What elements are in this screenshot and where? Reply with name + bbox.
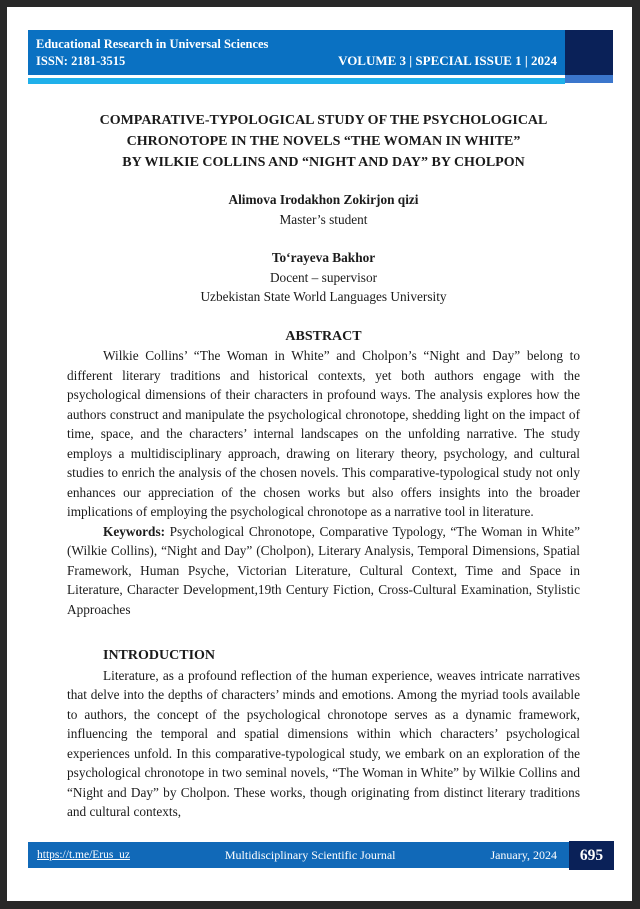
author-role: Master’s student [279, 211, 368, 227]
footer-telegram-link[interactable]: https://t.me/Erus_uz [37, 849, 130, 861]
article-content [67, 110, 580, 822]
keywords-label: Keywords: [103, 523, 166, 539]
journal-footer-bar [28, 842, 569, 868]
article-title-line: COMPARATIVE-TYPOLOGICAL STUDY OF THE PSYCHOLOGICAL [99, 113, 548, 128]
footer-journal-type: Multidisciplinary Scientific Journal [224, 847, 396, 862]
author-name: Alimova Irodakhon Zokirjon qizi [228, 192, 419, 207]
article-title-line: BY WILKIE COLLINS AND “NIGHT AND DAY” BY CHOLPON [122, 155, 525, 170]
author-affiliation: Uzbekistan State World Languages University [200, 289, 447, 304]
keywords-paragraph [67, 522, 580, 620]
keywords-text: Psychological Chronotope, Comparative Typology, “The Woman in White” (Wilkie Collins), “Night and Day” (Cholpon), Literary Analysis, Temporal Dimensions, Spatial Framework, Human Psyche, Victorian Literature, Cultural Context, Time and Space in Literature, Character Development,19th Century Fiction, Cross-Cultural Examination, Stylistic Approaches [67, 523, 580, 617]
footer-page-number: 695 [569, 841, 614, 870]
journal-issn: ISSN: 2181-3515 [36, 54, 126, 68]
author-role: Docent – supervisor [269, 269, 378, 285]
journal-header-bar [28, 30, 565, 75]
authors-block [67, 190, 580, 307]
footer-date: January, 2024 [490, 847, 557, 862]
author-group [67, 248, 580, 307]
header-navy-square [565, 30, 613, 75]
header-navy-strip [565, 75, 613, 83]
abstract-paragraph: Wilkie Collins’ “The Woman in White” and Cholpon’s “Night and Day” belong to different literary traditions and historical contexts, yet both authors engage with the psychological dimensions of their characters in profound ways. The analysis explores how the authors construct and manipulate the psychological chronotope, shedding light on the impact of time, space, and the characters’ internal landscapes on the unfolding narrative. The study employs a multidisciplinary approach, drawing on literary theory, psychology, and cultural studies to enrich the analysis of the chosen novels. This comparative-typological study not only enhances our appreciation of the chosen works but also offers insights into the broader implications of employing the psychological chronotope as a narrative tool in literature. [67, 348, 580, 519]
journal-page [7, 7, 632, 901]
author-name: To‘rayeva Bakhor [271, 250, 376, 265]
article-title-line: CHRONOTOPE IN THE NOVELS “THE WOMAN IN WHITE” [126, 134, 521, 149]
journal-name-block [36, 36, 268, 70]
journal-name: Educational Research in Universal Sciences [36, 37, 269, 51]
journal-volume: VOLUME 3 | SPECIAL ISSUE 1 | 2024 [338, 53, 557, 68]
introduction-paragraph: Literature, as a profound reflection of the human experience, weaves intricate narratives that delve into the depths of characters’ minds and emotions. Among the myriad tools available to authors, the concept of the psychological chronotope serves as a dynamic framework, influencing the temporal and spatial dimensions within which characters’ psychological experiences unfold. In this comparative-typological study, we embark on an exploration of the psychological chronotope in two seminal novels, “The Woman in White” by Wilkie Collins and “Night and Day” by Cholpon. These works, though originating from distinct literary traditions and cultural contexts, [67, 667, 580, 819]
abstract-heading: ABSTRACT [285, 328, 362, 344]
author-group [67, 190, 580, 229]
article-title [67, 110, 580, 173]
introduction-heading: INTRODUCTION [103, 648, 216, 663]
header-cyan-strip [28, 78, 565, 84]
